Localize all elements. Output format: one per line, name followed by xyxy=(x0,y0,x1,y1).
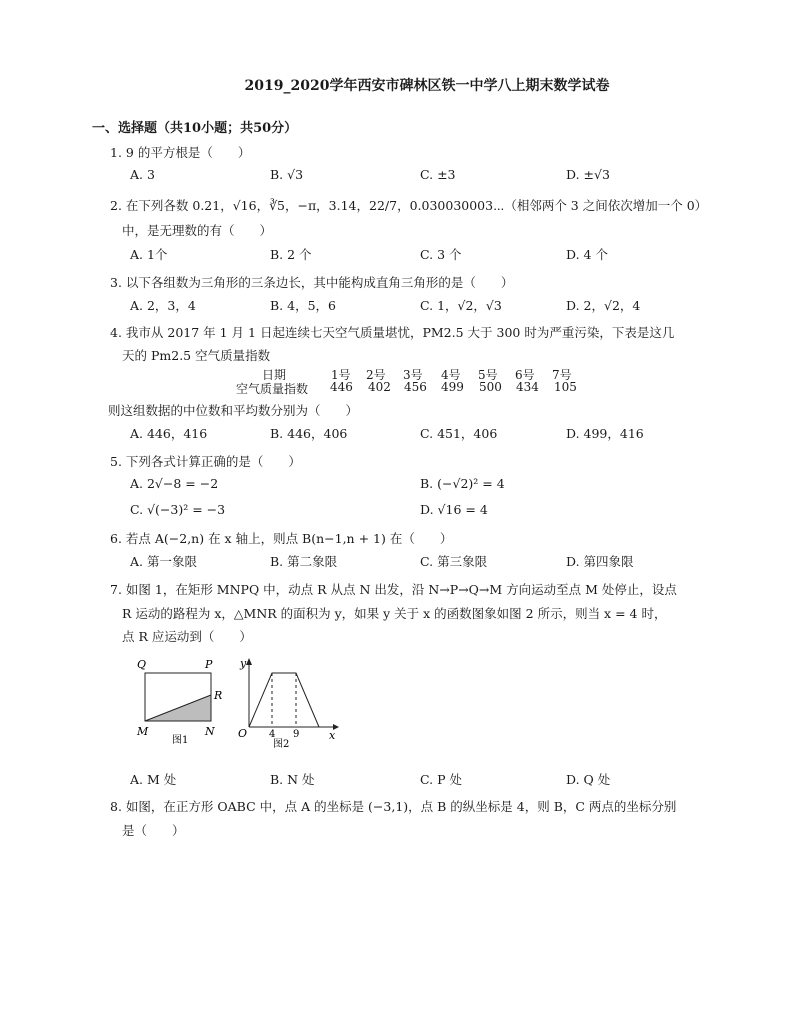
q5-option-b: B. (−√2)² = 4 xyxy=(420,476,505,491)
question-2-stem: 2. 在下列各数 0.21，√16，∛5，−π，3.14，22/7，0.030030003⋯（相邻两个 3 之间依次增加一个 0） xyxy=(110,198,708,213)
q6-option-d: D. 第四象限 xyxy=(566,554,634,569)
q5-option-c: C. √(−3)² = −3 xyxy=(130,502,226,517)
question-4-stem: 4. 我市从 2017 年 1 月 1 日起连续七天空气质量堪忧，PM2.5 大于 300 时为严重污染，下表是这几 xyxy=(110,325,675,340)
question-1-stem: 1. 9 的平方根是（ ） xyxy=(110,145,251,160)
figure-2-caption: 图2 xyxy=(273,739,290,750)
q7-option-a: A. M 处 xyxy=(130,772,177,787)
table-header-cell: 4号 xyxy=(441,368,461,382)
q6-option-c: C. 第三象限 xyxy=(420,554,488,569)
label-r: R xyxy=(214,689,223,702)
question-8-stem: 8. 如图，在正方形 OABC 中，点 A 的坐标是 (−3,1)，点 B 的纵坐标是 4，则 B，C 两点的坐标分别 xyxy=(110,799,677,814)
table-cell: 402 xyxy=(368,380,391,394)
table-cell: 499 xyxy=(441,380,464,394)
question-2-stem-line2: 中，是无理数的有（ ） xyxy=(122,223,273,238)
q3-option-b: B. 4，5，6 xyxy=(270,298,336,313)
table-cell: 105 xyxy=(554,380,577,394)
q2-option-b: B. 2 个 xyxy=(270,247,312,262)
origin-label: O xyxy=(238,727,248,740)
table-header-cell: 6号 xyxy=(515,368,535,382)
q1-option-b: B. √3 xyxy=(270,167,304,182)
q5-option-d: D. √16 = 4 xyxy=(420,502,488,517)
q3-option-a: A. 2，3，4 xyxy=(130,298,196,313)
q6-option-a: A. 第一象限 xyxy=(130,554,197,569)
q2-option-c: C. 3 个 xyxy=(420,247,462,262)
label-m: M xyxy=(137,725,149,738)
table-header-cell: 3号 xyxy=(403,368,423,382)
function-curve xyxy=(249,673,319,727)
table-cell: 446 xyxy=(330,380,353,394)
figure-1-caption: 图1 xyxy=(172,735,189,746)
table-header-cell: 7号 xyxy=(552,368,572,382)
q4-option-a: A. 446，416 xyxy=(130,426,208,441)
tick-label-9: 9 xyxy=(293,729,300,740)
table-header-cell: 2号 xyxy=(366,368,386,382)
figure-1-rectangle xyxy=(135,655,230,750)
q2-option-d: D. 4 个 xyxy=(566,247,608,262)
label-q: Q xyxy=(137,658,147,671)
table-header-cell: 1号 xyxy=(331,368,351,382)
q4-option-d: D. 499，416 xyxy=(566,426,644,441)
label-p: P xyxy=(205,658,213,671)
figure-2-graph xyxy=(233,655,343,750)
label-n: N xyxy=(205,725,215,738)
table-header-label: 日期 xyxy=(262,368,287,382)
q4-option-c: C. 451，406 xyxy=(420,426,498,441)
q2-option-a: A. 1个 xyxy=(130,247,168,262)
q3-option-d: D. 2，√2，4 xyxy=(566,298,641,313)
question-8-stem-line2: 是（ ） xyxy=(122,823,185,838)
axis-label-x: x xyxy=(329,729,336,742)
table-header-cell: 5号 xyxy=(478,368,498,382)
question-4-stem-line2: 天的 Pm2.5 空气质量指数 xyxy=(122,348,271,363)
q7-option-b: B. N 处 xyxy=(270,772,315,787)
question-6-stem: 6. 若点 A(−2,n) 在 x 轴上，则点 B(n−1,n + 1) 在（ ） xyxy=(110,531,453,546)
q5-option-a: A. 2√−8 = −2 xyxy=(130,476,219,491)
question-4-stem-line3: 则这组数据的中位数和平均数分别为（ ） xyxy=(108,403,359,418)
question-7-stem: 7. 如图 1，在矩形 MNPQ 中，动点 R 从点 N 出发，沿 N→P→Q→M 方向运动至点 M 处停止，设点 xyxy=(110,582,677,597)
table-cell: 456 xyxy=(404,380,427,394)
q7-option-d: D. Q 处 xyxy=(566,772,611,787)
section-heading: 一、选择题（共10小题；共50分） xyxy=(92,121,298,136)
q1-option-c: C. ±3 xyxy=(420,167,456,182)
q1-option-d: D. ±√3 xyxy=(566,167,610,182)
q1-option-a: A. 3 xyxy=(130,167,155,182)
page-title: 2019_2020学年西安市碑林区铁一中学八上期末数学试卷 xyxy=(244,78,610,94)
question-5-stem: 5. 下列各式计算正确的是（ ） xyxy=(110,454,301,469)
question-7-stem-line2: R 运动的路程为 x，△MNR 的面积为 y，如果 y 关于 x 的函数图象如图 2 所示，则当 x = 4 时， xyxy=(122,606,667,621)
question-7-stem-line3: 点 R 应运动到（ ） xyxy=(122,629,252,644)
y-axis-arrow xyxy=(246,658,252,665)
q6-option-b: B. 第二象限 xyxy=(270,554,338,569)
table-cell: 434 xyxy=(516,380,539,394)
table-cell: 500 xyxy=(479,380,502,394)
q3-option-c: C. 1，√2，√3 xyxy=(420,298,502,313)
q7-option-c: C. P 处 xyxy=(420,772,462,787)
axis-label-y: y xyxy=(240,657,247,670)
q4-option-b: B. 446，406 xyxy=(270,426,348,441)
table-row-label: 空气质量指数 xyxy=(236,382,309,396)
tick-label-4: 4 xyxy=(269,729,276,740)
question-3-stem: 3. 以下各组数为三角形的三条边长，其中能构成直角三角形的是（ ） xyxy=(110,275,514,290)
